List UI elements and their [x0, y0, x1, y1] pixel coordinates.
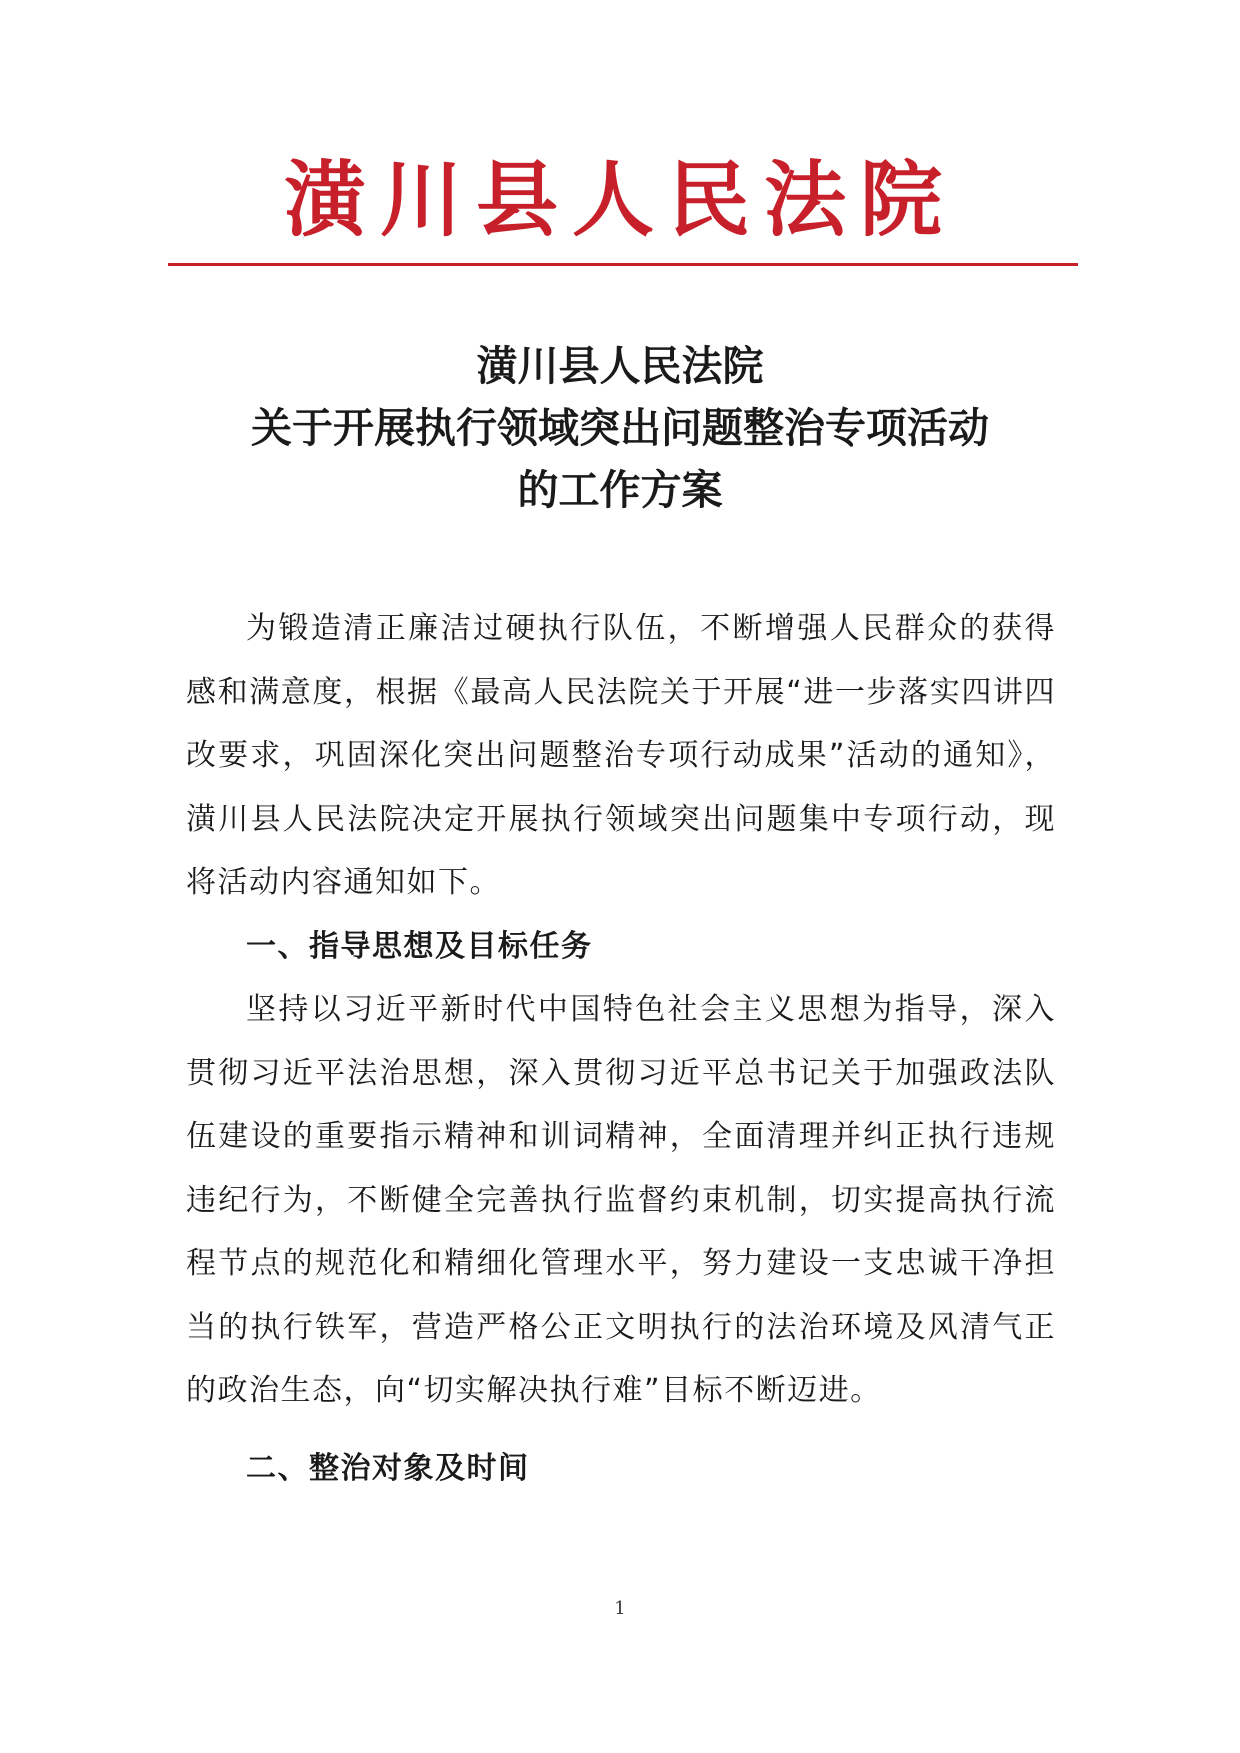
document-title — [120, 335, 1120, 521]
section-2-heading: 二、整治对象及时间 — [246, 1450, 530, 1486]
masthead-org-name: 潢川县人民法院 — [283, 152, 956, 248]
title-line-2: 关于开展执行领域突出问题整治专项活动 — [251, 404, 989, 452]
title-line-3: 的工作方案 — [517, 466, 723, 514]
page-number: 1 — [614, 1598, 626, 1619]
masthead-red-rule — [168, 263, 1078, 266]
section-1-heading: 一、指导思想及目标任务 — [246, 928, 593, 964]
intro-paragraph: 为锻造清正廉洁过硬执行队伍，不断增强人民群众的获得感和满意度，根据《最高人民法院关于开展“进一步落实四讲四改要求，巩固深化突出问题整治专项行动成果”活动的通知》，潢川县人民法院决定开展执行领域突出问题集中专项行动，现将活动内容通知如下。 — [186, 611, 1056, 900]
title-line-1: 潢川县人民法院 — [476, 342, 764, 390]
document-body — [186, 597, 1056, 1500]
section-1-paragraph: 坚持以习近平新时代中国特色社会主义思想为指导，深入贯彻习近平法治思想，深入贯彻习近平总书记关于加强政法队伍建设的重要指示精神和训词精神，全面清理并纠正执行违规违纪行为，不断健全完善执行监督约束机制，切实提高执行流程节点的规范化和精细化管理水平，努力建设一支忠诚干净担当的执行铁军，营造严格公正文明执行的法治环境及风清气正的政治生态，向“切实解决执行难”目标不断迈进。 — [186, 992, 1056, 1408]
